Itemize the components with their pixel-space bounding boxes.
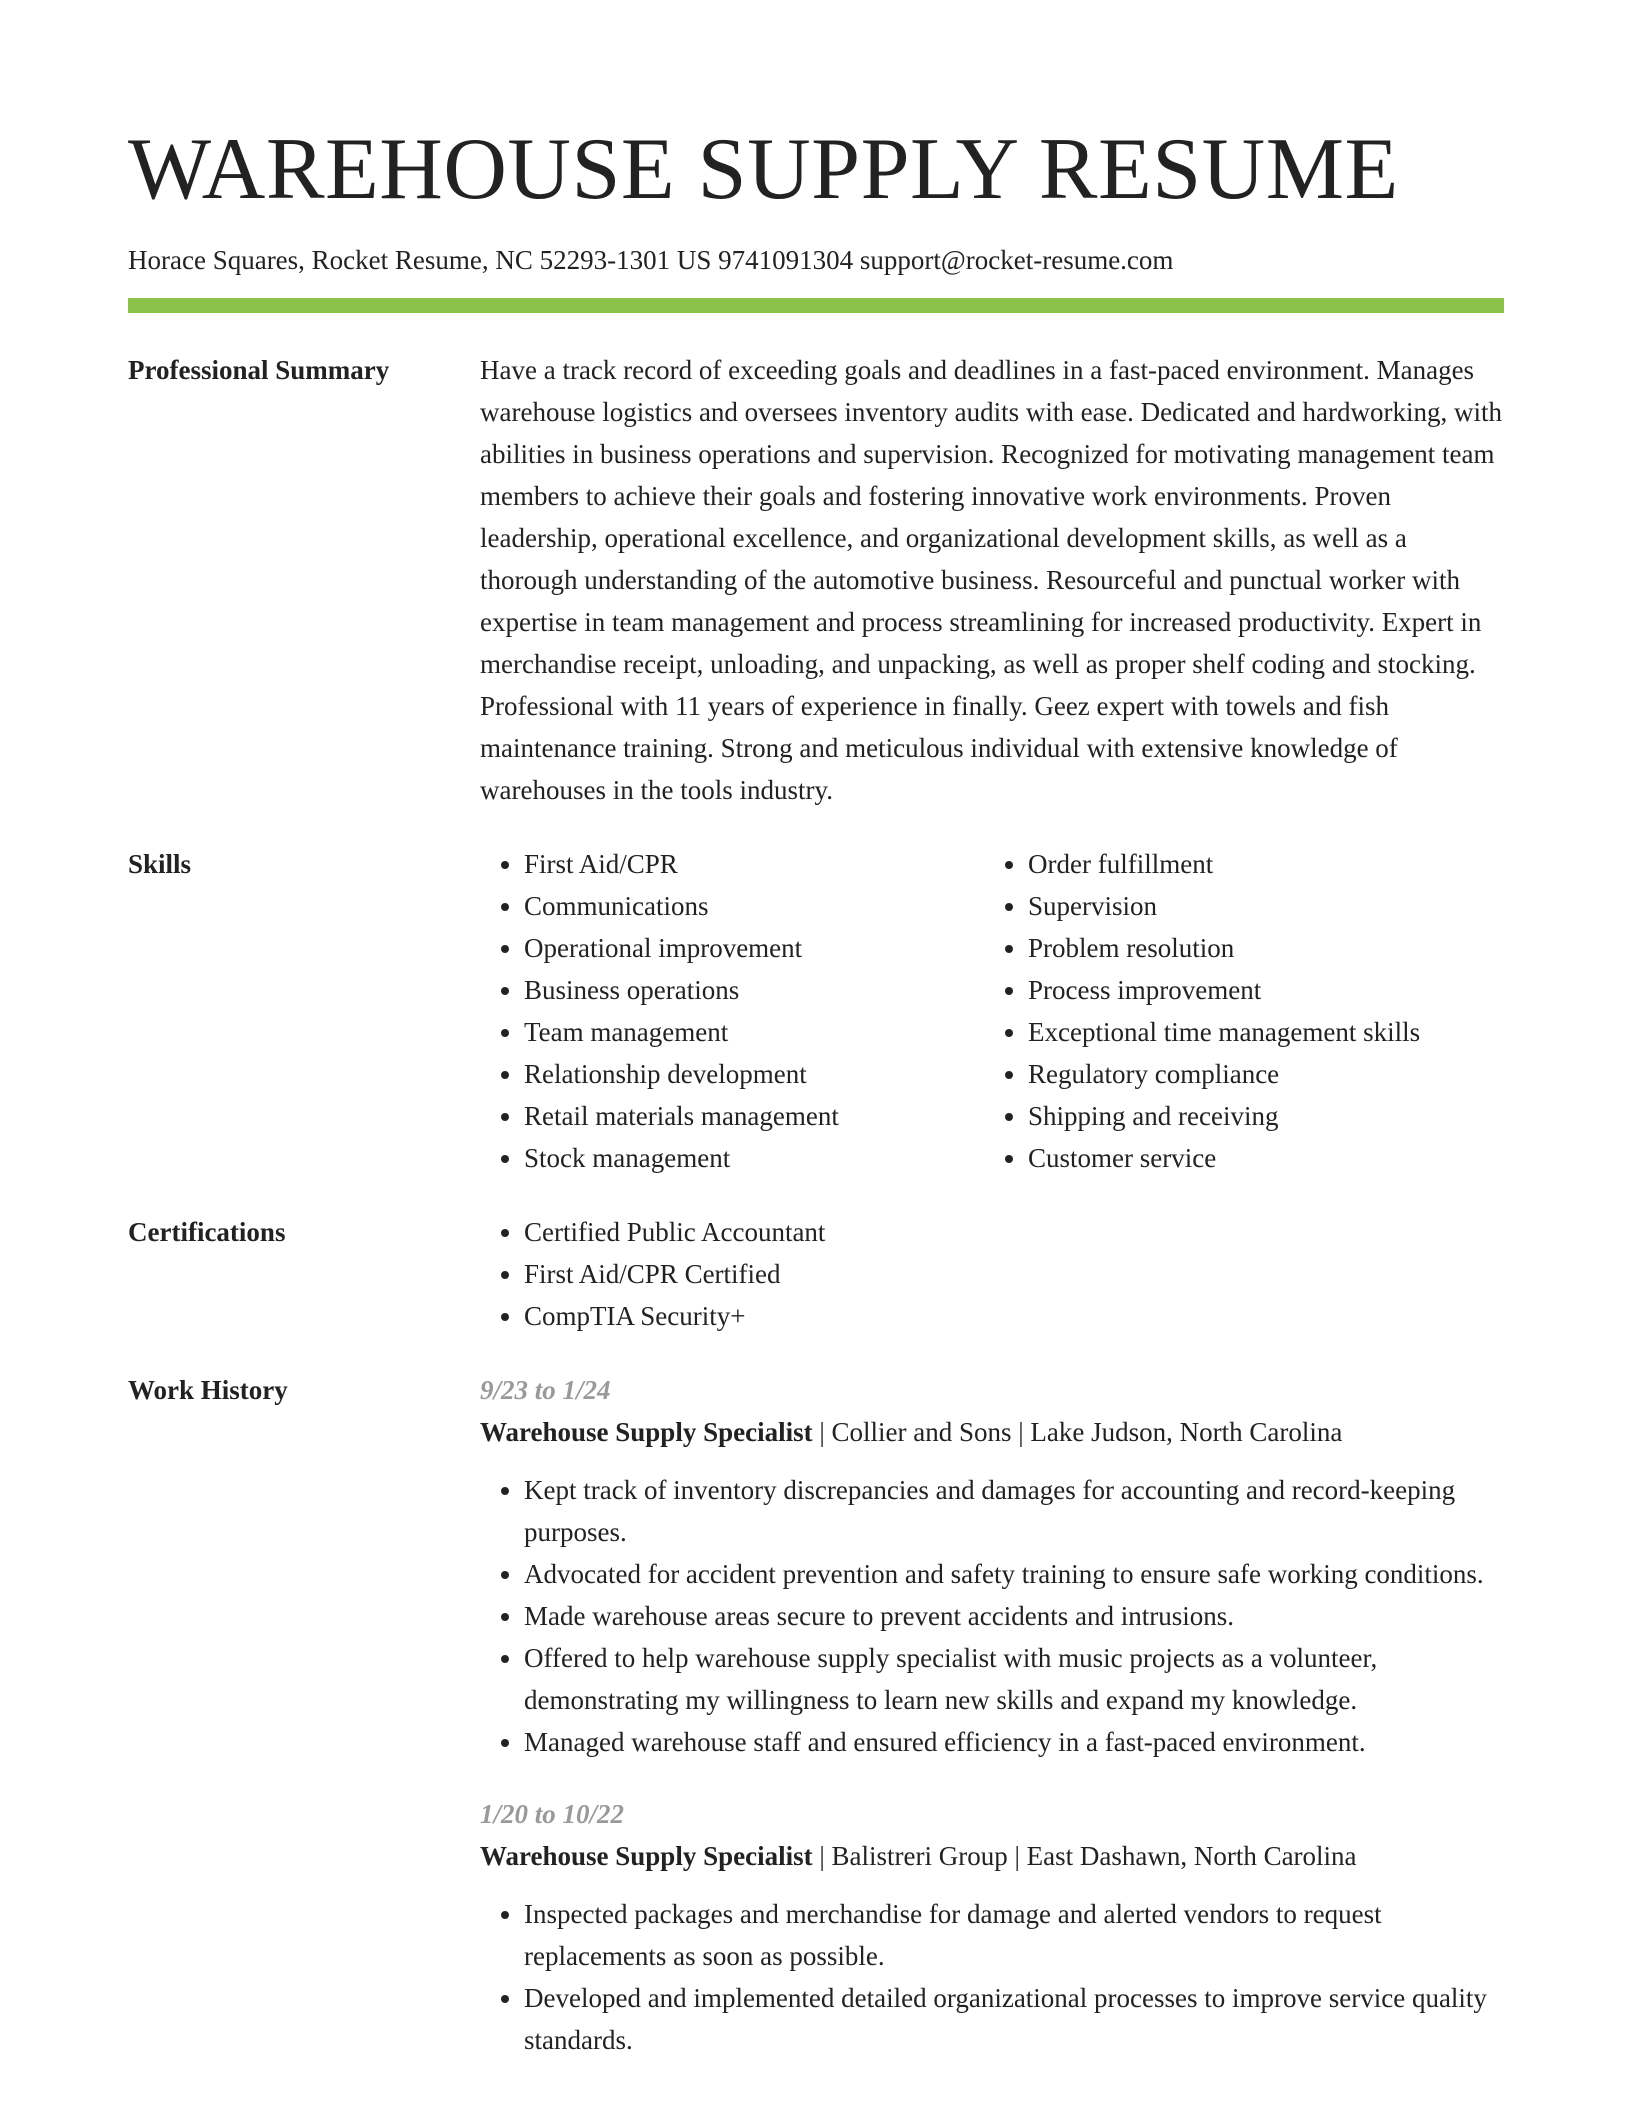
contact-line: Horace Squares, Rocket Resume, NC 52293-1301 US 9741091304 support@rocket-resume.com <box>128 245 1174 275</box>
list-item: • First Aid/CPR <box>524 843 984 885</box>
list-item: • Stock management <box>524 1137 984 1179</box>
list-item: • Retail materials management <box>524 1095 984 1137</box>
job-bullet-list <box>480 1893 1504 2061</box>
certifications-list <box>480 1211 1504 1337</box>
job-dates: 1/20 to 10/22 <box>480 1799 625 1829</box>
skills-section <box>128 843 1504 1179</box>
skills-label: Skills <box>128 849 192 879</box>
certifications-body <box>480 1211 1504 1337</box>
job-title: Warehouse Supply Specialist <box>480 1841 813 1871</box>
list-item: • Supervision <box>1028 885 1488 927</box>
skills-column-2 <box>984 843 1488 1179</box>
job-title: Warehouse Supply Specialist <box>480 1417 813 1447</box>
summary-section <box>128 349 1504 811</box>
summary-text: Have a track record of exceeding goals and deadlines in a fast-paced environment. Manages warehouse logistics and oversees inventory audits with ease. Dedicated and hardworking, with abilities in business operations and supervision. Recognized for motivating management team members to achieve their goals and fostering innovative work environments. Proven leadership, operational excellence, and organizational development skills, as well as a thorough understanding of the automotive business. Resourceful and punctual worker with expertise in team management and process streamlining for increased productivity. Expert in merchandise receipt, unloading, and unpacking, as well as proper shelf coding and stocking. Professional with 11 years of experience in finally. Geez expert with towels and fish maintenance training. Strong and meticulous individual with extensive knowledge of warehouses in the tools industry. <box>480 355 1502 805</box>
work-history-label: Work History <box>128 1375 288 1405</box>
job-bullet-list <box>480 1469 1504 1763</box>
skills-list-1 <box>480 843 984 1179</box>
job-entry <box>480 1793 1504 2061</box>
accent-divider <box>128 298 1504 313</box>
resume-page <box>128 118 1504 2061</box>
list-item: • Managed warehouse staff and ensured efficiency in a fast-paced environment. <box>524 1721 1504 1763</box>
list-item: • Kept track of inventory discrepancies and damages for accounting and record-keeping purposes. <box>524 1469 1504 1553</box>
list-item: • Exceptional time management skills <box>1028 1011 1488 1053</box>
list-item: • Communications <box>524 885 984 927</box>
resume-title: WAREHOUSE SUPPLY RESUME <box>128 121 1399 218</box>
list-item: • Process improvement <box>1028 969 1488 1011</box>
skills-list-2 <box>984 843 1488 1179</box>
list-item: • Offered to help warehouse supply specialist with music projects as a volunteer, demonstrating my willingness to learn new skills and expand my knowledge. <box>524 1637 1504 1721</box>
list-item: • Regulatory compliance <box>1028 1053 1488 1095</box>
list-item: • Order fulfillment <box>1028 843 1488 885</box>
list-item: • Certified Public Accountant <box>524 1211 1504 1253</box>
skills-body <box>480 843 1504 1179</box>
list-item: • CompTIA Security+ <box>524 1295 1504 1337</box>
list-item: • Shipping and receiving <box>1028 1095 1488 1137</box>
skills-column-1 <box>480 843 984 1179</box>
list-item: • First Aid/CPR Certified <box>524 1253 1504 1295</box>
work-history-body <box>480 1369 1504 2061</box>
job-details: | Collier and Sons | Lake Judson, North Carolina <box>812 1417 1343 1447</box>
certifications-label: Certifications <box>128 1217 286 1247</box>
job-entry <box>480 1369 1504 1763</box>
job-heading <box>480 1835 1504 1877</box>
summary-label: Professional Summary <box>128 355 390 385</box>
list-item: • Customer service <box>1028 1137 1488 1179</box>
list-item: • Operational improvement <box>524 927 984 969</box>
certifications-section <box>128 1211 1504 1337</box>
list-item: • Made warehouse areas secure to prevent accidents and intrusions. <box>524 1595 1504 1637</box>
list-item: • Team management <box>524 1011 984 1053</box>
summary-body <box>480 349 1504 811</box>
list-item: • Inspected packages and merchandise for damage and alerted vendors to request replacements as soon as possible. <box>524 1893 1504 1977</box>
list-item: • Problem resolution <box>1028 927 1488 969</box>
list-item: • Relationship development <box>524 1053 984 1095</box>
work-history-section <box>128 1369 1504 2061</box>
list-item: • Developed and implemented detailed organizational processes to improve service quality standards. <box>524 1977 1504 2061</box>
job-details: | Balistreri Group | East Dashawn, North Carolina <box>812 1841 1357 1871</box>
job-heading <box>480 1411 1504 1453</box>
list-item: • Advocated for accident prevention and safety training to ensure safe working conditions. <box>524 1553 1504 1595</box>
job-dates: 9/23 to 1/24 <box>480 1375 611 1405</box>
list-item: • Business operations <box>524 969 984 1011</box>
